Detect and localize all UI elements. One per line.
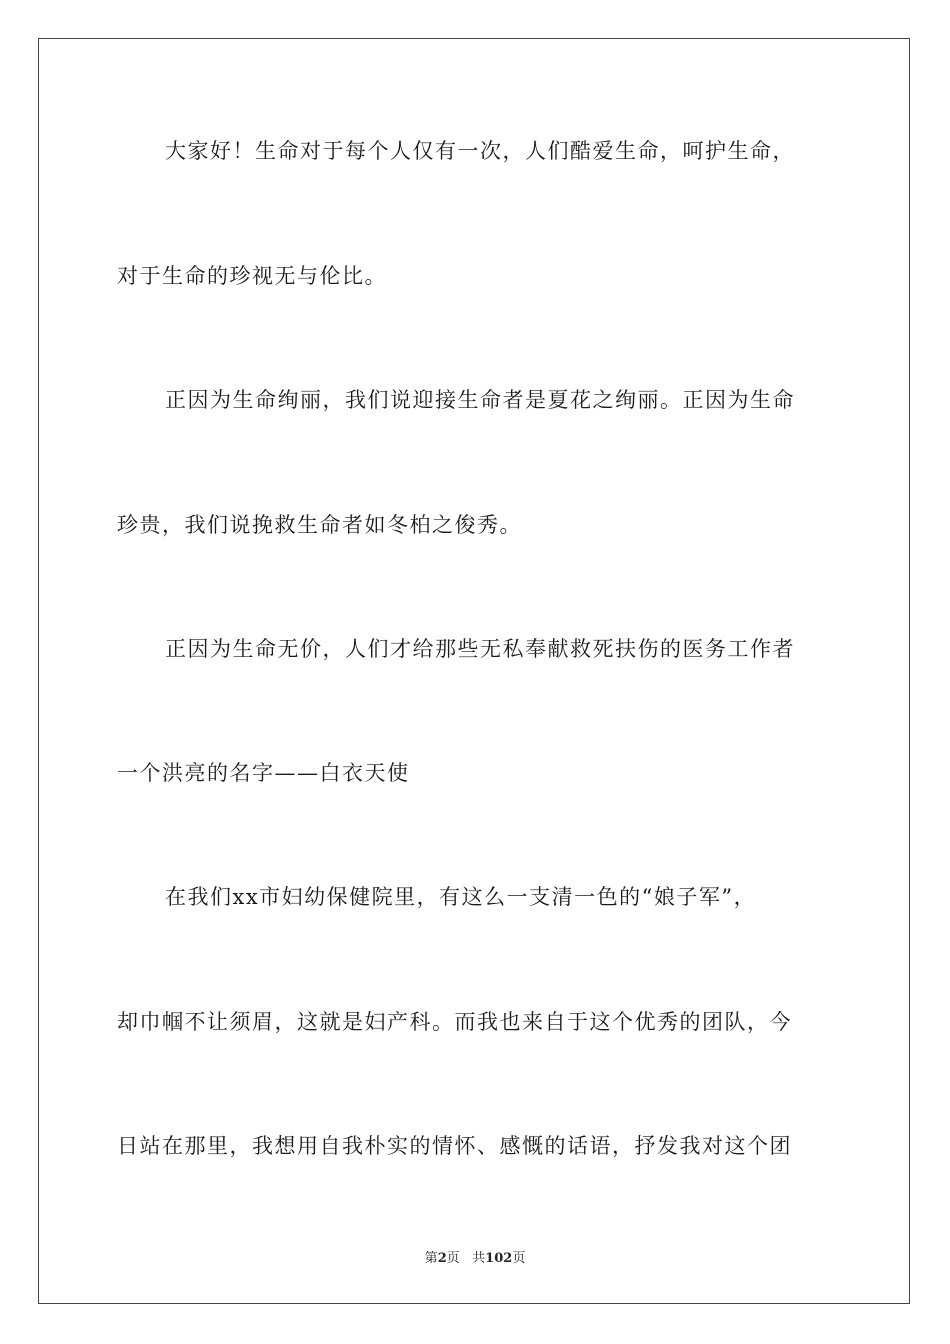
text-line-8: 却巾帼不让须眉，这就是妇产科。而我也来自于这个优秀的团队，今 xyxy=(117,1010,792,1034)
text-line-5: 正因为生命无价，人们才给那些无私奉献救死扶伤的医务工作者 xyxy=(165,637,795,661)
page-border xyxy=(38,38,910,1304)
footer-page-suffix: 页 xyxy=(446,1251,460,1266)
footer-total-pages: 102 xyxy=(485,1251,513,1266)
text-line-9: 日站在那里，我想用自我朴实的情怀、感慨的话语，抒发我对这个团 xyxy=(117,1134,792,1158)
page-footer xyxy=(0,1247,950,1266)
text-line-4: 珍贵，我们说挽救生命者如冬柏之俊秀。 xyxy=(117,513,522,537)
text-line-3: 正因为生命绚丽，我们说迎接生命者是夏花之绚丽。正因为生命 xyxy=(165,388,795,412)
footer-total-suffix: 页 xyxy=(512,1251,526,1266)
footer-page-prefix: 第 xyxy=(424,1251,438,1266)
text-line-2: 对于生命的珍视无与伦比。 xyxy=(117,264,387,288)
footer-page-number: 2 xyxy=(437,1251,447,1266)
text-line-6: 一个洪亮的名字——白衣天使 xyxy=(117,761,410,785)
text-line-7: 在我们xx市妇幼保健院里，有这么一支清一色的“娘子军”， xyxy=(165,885,757,909)
text-line-1: 大家好！生命对于每个人仅有一次，人们酷爱生命，呵护生命， xyxy=(165,139,795,163)
footer-total-prefix: 共 xyxy=(472,1251,486,1266)
